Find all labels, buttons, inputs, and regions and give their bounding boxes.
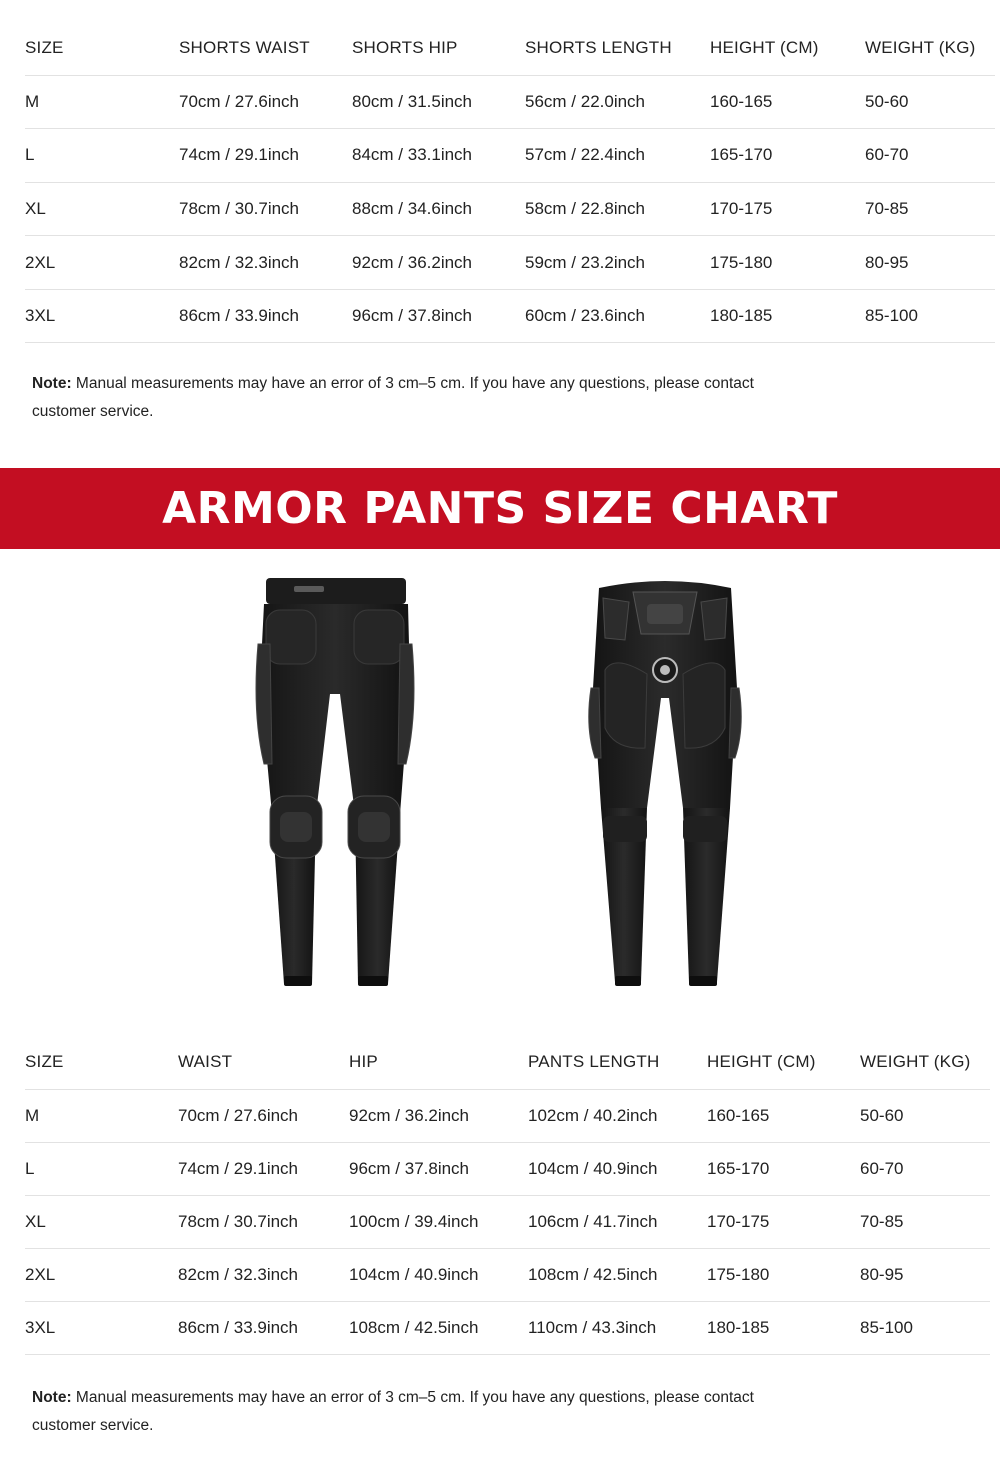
table-cell: 180-185 xyxy=(707,1318,770,1338)
table-cell: 100cm / 39.4inch xyxy=(349,1211,479,1231)
table-cell: L xyxy=(25,1158,35,1178)
armor-pants-back-image xyxy=(585,578,745,990)
table-cell: 88cm / 34.6inch xyxy=(352,198,473,218)
measurement-note xyxy=(32,370,792,426)
table-header-row xyxy=(25,22,995,75)
table-cell: 80cm / 31.5inch xyxy=(352,91,473,111)
column-header: WAIST xyxy=(178,1052,233,1072)
table-cell: 80-95 xyxy=(865,252,909,272)
table-cell: 78cm / 30.7inch xyxy=(179,198,300,218)
table-cell: 3XL xyxy=(25,1318,56,1338)
table-cell: 50-60 xyxy=(860,1105,904,1125)
table-row xyxy=(25,1302,990,1355)
pants-size-table xyxy=(25,1036,990,1355)
column-header: SHORTS LENGTH xyxy=(525,38,672,58)
table-cell: 50-60 xyxy=(865,91,909,111)
table-cell: 82cm / 32.3inch xyxy=(178,1265,299,1285)
column-header: HEIGHT (CM) xyxy=(710,38,819,58)
table-cell: 170-175 xyxy=(707,1211,770,1231)
table-cell: 70-85 xyxy=(860,1211,904,1231)
note-text: Manual measurements may have an error of 3 cm–5 cm. If you have any questions, please contact customer service. xyxy=(32,375,754,420)
table-cell: XL xyxy=(25,198,46,218)
column-header: WEIGHT (KG) xyxy=(865,38,976,58)
table-cell: M xyxy=(25,1105,40,1125)
table-cell: 84cm / 33.1inch xyxy=(352,145,473,165)
table-cell: 165-170 xyxy=(707,1158,770,1178)
table-cell: 110cm / 43.3inch xyxy=(528,1318,657,1338)
banner-title: ARMOR PANTS SIZE CHART xyxy=(162,483,838,534)
table-cell: 56cm / 22.0inch xyxy=(525,91,646,111)
measurement-note xyxy=(32,1384,792,1440)
table-cell: 59cm / 23.2inch xyxy=(525,252,646,272)
table-cell: 74cm / 29.1inch xyxy=(179,145,300,165)
table-cell: 175-180 xyxy=(707,1265,770,1285)
column-header: SHORTS HIP xyxy=(352,38,458,58)
table-cell: 3XL xyxy=(25,306,56,326)
table-cell: 60-70 xyxy=(860,1158,904,1178)
column-header: SHORTS WAIST xyxy=(179,38,310,58)
armor-pants-front-image xyxy=(250,574,420,992)
column-header: HIP xyxy=(349,1052,378,1072)
table-cell: 92cm / 36.2inch xyxy=(352,252,473,272)
table-cell: 96cm / 37.8inch xyxy=(352,306,473,326)
size-chart-banner xyxy=(0,468,1000,549)
table-cell: 85-100 xyxy=(860,1318,913,1338)
table-cell: 96cm / 37.8inch xyxy=(349,1158,470,1178)
table-cell: 175-180 xyxy=(710,252,773,272)
table-row xyxy=(25,129,995,183)
table-cell: XL xyxy=(25,1211,46,1231)
table-cell: 92cm / 36.2inch xyxy=(349,1105,470,1125)
table-cell: 86cm / 33.9inch xyxy=(178,1318,299,1338)
note-label: Note: xyxy=(32,375,72,392)
table-cell: 74cm / 29.1inch xyxy=(178,1158,299,1178)
column-header: SIZE xyxy=(25,38,64,58)
table-cell: 160-165 xyxy=(710,91,773,111)
table-cell: 60-70 xyxy=(865,145,909,165)
table-row xyxy=(25,289,995,343)
table-cell: 2XL xyxy=(25,252,56,272)
table-cell: 102cm / 40.2inch xyxy=(528,1105,658,1125)
table-cell: 70cm / 27.6inch xyxy=(178,1105,299,1125)
table-cell: 80-95 xyxy=(860,1265,904,1285)
table-cell: 160-165 xyxy=(707,1105,770,1125)
table-cell: 82cm / 32.3inch xyxy=(179,252,300,272)
table-cell: 57cm / 22.4inch xyxy=(525,145,646,165)
table-row xyxy=(25,236,995,290)
table-cell: 58cm / 22.8inch xyxy=(525,198,646,218)
column-header: SIZE xyxy=(25,1052,64,1072)
table-cell: 106cm / 41.7inch xyxy=(528,1211,658,1231)
table-cell: 108cm / 42.5inch xyxy=(528,1265,658,1285)
note-text: Manual measurements may have an error of 3 cm–5 cm. If you have any questions, please contact customer service. xyxy=(32,1389,754,1434)
table-cell: 104cm / 40.9inch xyxy=(349,1265,479,1285)
table-cell: 70cm / 27.6inch xyxy=(179,91,300,111)
shorts-size-table xyxy=(25,22,995,343)
table-cell: 108cm / 42.5inch xyxy=(349,1318,479,1338)
table-cell: 85-100 xyxy=(865,306,918,326)
table-cell: 104cm / 40.9inch xyxy=(528,1158,658,1178)
table-cell: L xyxy=(25,145,35,165)
column-header: WEIGHT (KG) xyxy=(860,1052,971,1072)
table-cell: 180-185 xyxy=(710,306,773,326)
table-cell: 165-170 xyxy=(710,145,773,165)
table-cell: 2XL xyxy=(25,1265,56,1285)
table-cell: 86cm / 33.9inch xyxy=(179,306,300,326)
table-row xyxy=(25,1195,990,1248)
note-label: Note: xyxy=(32,1389,72,1406)
table-cell: M xyxy=(25,91,40,111)
table-header-row xyxy=(25,1036,990,1089)
table-row xyxy=(25,1249,990,1302)
column-header: PANTS LENGTH xyxy=(528,1052,660,1072)
table-row xyxy=(25,75,995,129)
table-cell: 170-175 xyxy=(710,198,773,218)
table-row xyxy=(25,1142,990,1195)
table-cell: 70-85 xyxy=(865,198,909,218)
table-cell: 78cm / 30.7inch xyxy=(178,1211,299,1231)
table-row xyxy=(25,1089,990,1142)
table-row xyxy=(25,182,995,236)
column-header: HEIGHT (CM) xyxy=(707,1052,816,1072)
table-cell: 60cm / 23.6inch xyxy=(525,306,646,326)
